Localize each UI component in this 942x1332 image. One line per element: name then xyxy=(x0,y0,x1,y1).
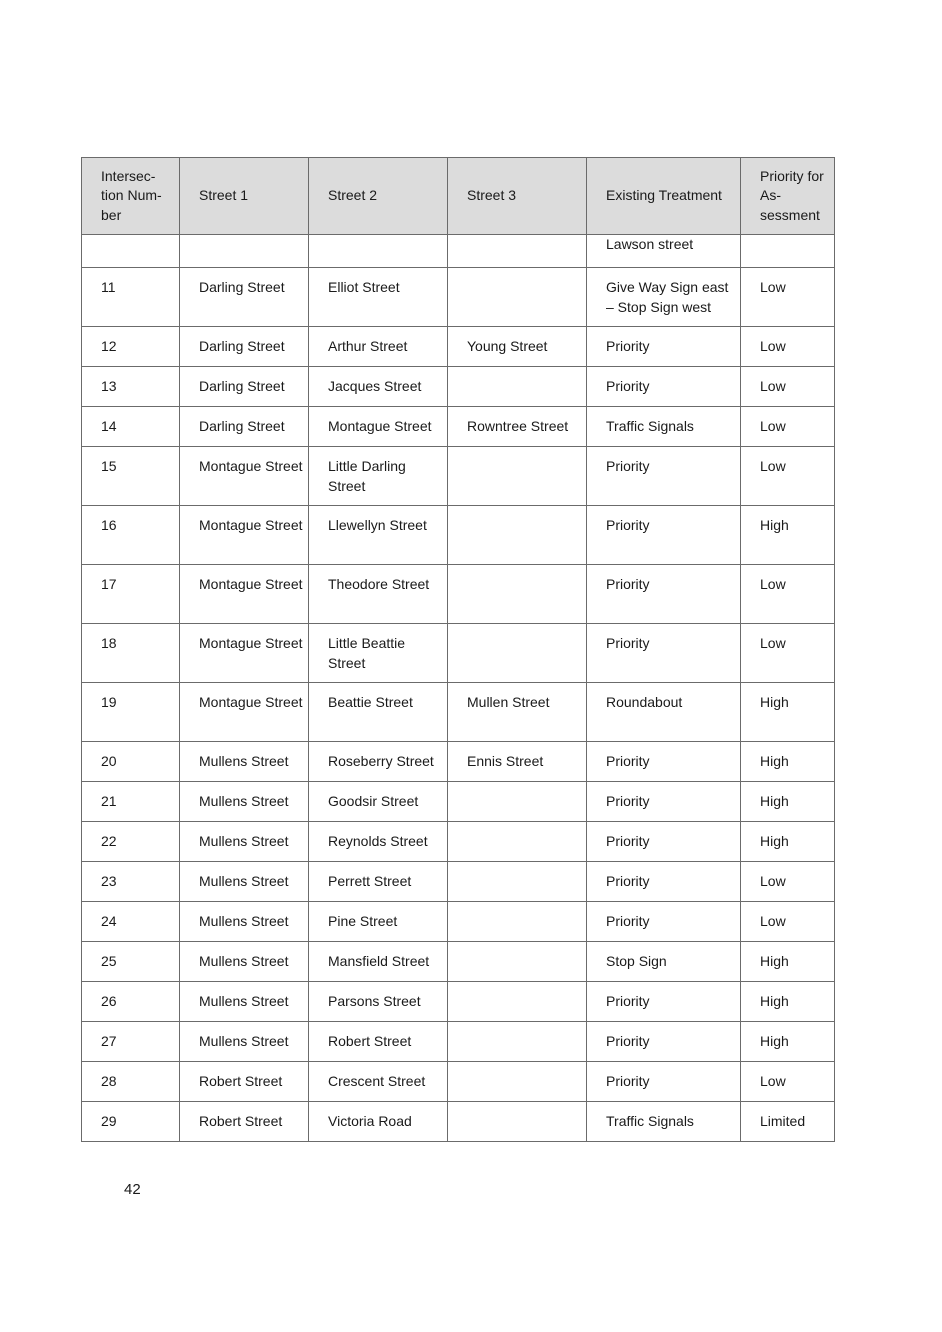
table-cell xyxy=(309,235,448,268)
table-cell: Beattie Street xyxy=(309,683,448,742)
table-cell: Low xyxy=(741,327,835,367)
table-row xyxy=(82,782,835,822)
table-cell xyxy=(448,268,587,327)
table-row xyxy=(82,982,835,1022)
table-cell: Robert Street xyxy=(309,1022,448,1062)
table-cell: Goodsir Street xyxy=(309,782,448,822)
table-cell: Mullens Street xyxy=(180,782,309,822)
table-cell xyxy=(82,235,180,268)
table-cell: Young Street xyxy=(448,327,587,367)
table-cell: Low xyxy=(741,447,835,506)
table-cell xyxy=(448,1102,587,1142)
table-cell: 22 xyxy=(82,822,180,862)
table-cell: High xyxy=(741,822,835,862)
table-cell: Montague Street xyxy=(180,506,309,565)
table-cell: Roundabout xyxy=(587,683,741,742)
table-cell: Darling Street xyxy=(180,268,309,327)
table-cell: 18 xyxy=(82,624,180,683)
table-cell: Parsons Street xyxy=(309,982,448,1022)
table-cell: Limited xyxy=(741,1102,835,1142)
table-cell: Little Beattie Street xyxy=(309,624,448,683)
table-cell: Montague Street xyxy=(180,624,309,683)
table-cell: Lawson street xyxy=(587,235,741,268)
table-cell: Mullens Street xyxy=(180,902,309,942)
table-cell: Mullens Street xyxy=(180,1022,309,1062)
table-cell xyxy=(741,235,835,268)
table-cell: Low xyxy=(741,1062,835,1102)
table-cell: 25 xyxy=(82,942,180,982)
table-cell: Pine Street xyxy=(309,902,448,942)
table-row xyxy=(82,506,835,565)
table-cell: 16 xyxy=(82,506,180,565)
header-row xyxy=(82,158,835,235)
table-cell: Ennis Street xyxy=(448,742,587,782)
table-cell: Mullens Street xyxy=(180,942,309,982)
table-cell: Priority xyxy=(587,327,741,367)
table-cell: High xyxy=(741,942,835,982)
table-cell: Low xyxy=(741,268,835,327)
table-cell: Priority xyxy=(587,624,741,683)
table-row xyxy=(82,862,835,902)
table-cell: 17 xyxy=(82,565,180,624)
table-cell: Elliot Street xyxy=(309,268,448,327)
table-cell xyxy=(448,982,587,1022)
table-cell: Give Way Sign east – Stop Sign west xyxy=(587,268,741,327)
table-cell: High xyxy=(741,782,835,822)
table-cell: Priority xyxy=(587,782,741,822)
table-row xyxy=(82,565,835,624)
table-cell: Mullens Street xyxy=(180,982,309,1022)
table-row xyxy=(82,902,835,942)
table-cell xyxy=(180,235,309,268)
table-row xyxy=(82,683,835,742)
table-cell: Priority xyxy=(587,1022,741,1062)
table-row xyxy=(82,942,835,982)
table-cell: 20 xyxy=(82,742,180,782)
table-cell: Reynolds Street xyxy=(309,822,448,862)
table-cell: Robert Street xyxy=(180,1062,309,1102)
continuation-row xyxy=(82,235,835,268)
table-cell: 21 xyxy=(82,782,180,822)
table-cell: 14 xyxy=(82,407,180,447)
table-cell: Priority xyxy=(587,1062,741,1102)
table-cell: Priority xyxy=(587,565,741,624)
table-cell: Crescent Street xyxy=(309,1062,448,1102)
table-cell: Priority xyxy=(587,447,741,506)
table-cell xyxy=(448,447,587,506)
table-cell xyxy=(448,1022,587,1062)
table-cell: Darling Street xyxy=(180,367,309,407)
table-cell: Jacques Street xyxy=(309,367,448,407)
header-street-2: Street 2 xyxy=(309,158,448,235)
intersections-table xyxy=(81,157,835,1142)
table-cell: 23 xyxy=(82,862,180,902)
table-cell: 13 xyxy=(82,367,180,407)
table-cell: Roseberry Street xyxy=(309,742,448,782)
table-cell: Montague Street xyxy=(180,447,309,506)
table-row xyxy=(82,1062,835,1102)
table-cell: Montague Street xyxy=(309,407,448,447)
table-cell: Mullens Street xyxy=(180,742,309,782)
table-cell: 15 xyxy=(82,447,180,506)
table-cell: Traffic Signals xyxy=(587,407,741,447)
table-row xyxy=(82,407,835,447)
table-cell: 27 xyxy=(82,1022,180,1062)
table-cell xyxy=(448,782,587,822)
table-cell: 12 xyxy=(82,327,180,367)
table-cell: Low xyxy=(741,565,835,624)
table-row xyxy=(82,822,835,862)
table-cell xyxy=(448,565,587,624)
table-cell: High xyxy=(741,506,835,565)
table-cell: Low xyxy=(741,367,835,407)
table-cell: 29 xyxy=(82,1102,180,1142)
header-priority: Priority for As-sessment xyxy=(741,158,835,235)
page-number: 42 xyxy=(124,1181,141,1198)
table-cell: Little Darling Street xyxy=(309,447,448,506)
table-cell: Priority xyxy=(587,742,741,782)
table-cell: Mansfield Street xyxy=(309,942,448,982)
table-cell: Darling Street xyxy=(180,407,309,447)
table-cell: 28 xyxy=(82,1062,180,1102)
table-cell: Stop Sign xyxy=(587,942,741,982)
table-cell: Arthur Street xyxy=(309,327,448,367)
table-cell: 26 xyxy=(82,982,180,1022)
table-cell xyxy=(448,862,587,902)
table-cell: Theodore Street xyxy=(309,565,448,624)
table-cell: 19 xyxy=(82,683,180,742)
table-cell xyxy=(448,506,587,565)
table-cell: Mullens Street xyxy=(180,822,309,862)
table-cell: Montague Street xyxy=(180,683,309,742)
table-cell: Low xyxy=(741,407,835,447)
table-cell: 11 xyxy=(82,268,180,327)
table-cell xyxy=(448,942,587,982)
table-cell: Mullens Street xyxy=(180,862,309,902)
table-cell: Priority xyxy=(587,902,741,942)
table-row xyxy=(82,624,835,683)
table-row xyxy=(82,447,835,506)
table-cell: High xyxy=(741,742,835,782)
table-cell: Rowntree Street xyxy=(448,407,587,447)
table-cell xyxy=(448,1062,587,1102)
table-cell: Mullen Street xyxy=(448,683,587,742)
table-row xyxy=(82,327,835,367)
header-existing-treatment: Existing Treatment xyxy=(587,158,741,235)
table-cell: Perrett Street xyxy=(309,862,448,902)
table-cell: Llewellyn Street xyxy=(309,506,448,565)
table-cell: Montague Street xyxy=(180,565,309,624)
table-cell xyxy=(448,367,587,407)
table-cell: Priority xyxy=(587,822,741,862)
header-street-3: Street 3 xyxy=(448,158,587,235)
header-intersection-number: Intersec-tion Num-ber xyxy=(82,158,180,235)
table-cell: 24 xyxy=(82,902,180,942)
table-row xyxy=(82,367,835,407)
table-cell: Low xyxy=(741,862,835,902)
table-cell: High xyxy=(741,1022,835,1062)
table-cell xyxy=(448,902,587,942)
table-row xyxy=(82,268,835,327)
table-cell: High xyxy=(741,982,835,1022)
table-cell: Traffic Signals xyxy=(587,1102,741,1142)
table-cell: Low xyxy=(741,624,835,683)
table-cell xyxy=(448,624,587,683)
table-cell xyxy=(448,235,587,268)
table-row xyxy=(82,1102,835,1142)
table-cell: Low xyxy=(741,902,835,942)
table-cell: Priority xyxy=(587,862,741,902)
table-cell: Priority xyxy=(587,506,741,565)
table-cell: Robert Street xyxy=(180,1102,309,1142)
table-cell: Priority xyxy=(587,982,741,1022)
header-street-1: Street 1 xyxy=(180,158,309,235)
table-cell xyxy=(448,822,587,862)
table-row xyxy=(82,1022,835,1062)
table-cell: High xyxy=(741,683,835,742)
table-cell: Darling Street xyxy=(180,327,309,367)
table-cell: Priority xyxy=(587,367,741,407)
table-row xyxy=(82,742,835,782)
table-cell: Victoria Road xyxy=(309,1102,448,1142)
